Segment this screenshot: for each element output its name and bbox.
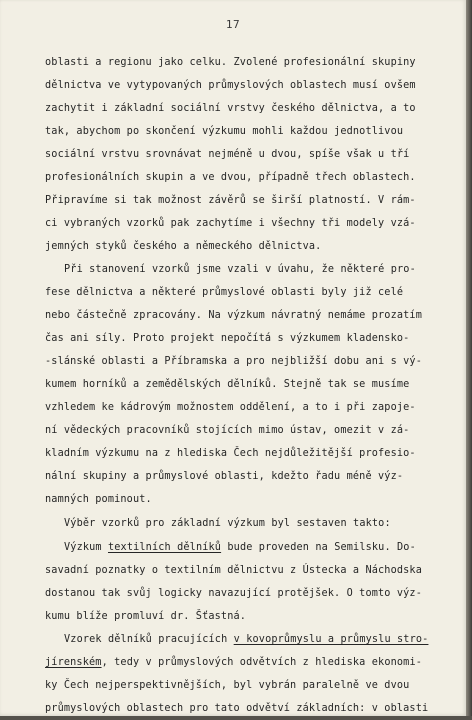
- text-run: kumem horníků a zemědělských dělníků. Stejně tak se musíme: [45, 379, 410, 390]
- text-run: oblasti a regionu jako celku. Zvolené profesionální skupiny: [45, 57, 416, 68]
- text-line: [45, 493, 152, 507]
- text-line: [64, 517, 391, 531]
- text-run: dostanou tak svůj logicky navazující protějšek. O tomto výz-: [45, 588, 423, 599]
- text-run: ky Čech nejperspektivnějších, byl vybrán paralelně ve dvou: [45, 680, 410, 691]
- text-run: vzhledem ke kádrovým možnostem oddělení, a to i při zapoje-: [45, 402, 416, 413]
- text-run: kumu blíže promluví dr. Šťastná.: [45, 611, 247, 622]
- text-line: [64, 263, 416, 277]
- text-line: [45, 125, 403, 139]
- text-run: ní vědeckých pracovníků stojících mimo ústav, omezit v zá-: [45, 425, 410, 436]
- page-edge-shadow-bottom: [0, 716, 472, 720]
- text-run: Při stanovení vzorků jsme vzali v úvahu, že některé pro-: [64, 264, 416, 275]
- text-line: [45, 171, 416, 185]
- text-line: [45, 355, 422, 369]
- text-line: [45, 424, 409, 438]
- text-run: nální skupiny a průmyslové oblasti, kdežto řadu méně výz-: [45, 471, 404, 482]
- text-line: [45, 564, 422, 578]
- text-run: jemných styků českého a německého dělnictva.: [45, 241, 322, 252]
- text-line: [64, 633, 428, 647]
- text-run: , tedy v průmyslových odvětvích z hlediska ekonomi-: [101, 657, 423, 668]
- underlined-phrase: v kovoprůmyslu a průmyslu stro-: [233, 634, 429, 645]
- text-run: Výběr vzorků pro základní výzkum byl sestaven takto:: [64, 518, 391, 529]
- text-line: [45, 656, 422, 670]
- text-run: zachytit i základní sociální vrstvy českého dělnictva, a to: [45, 103, 416, 114]
- text-line: [45, 378, 409, 392]
- text-line: [45, 702, 428, 716]
- text-run: průmyslových oblastech pro tato odvětví základních: v oblasti: [45, 703, 429, 714]
- text-line: [45, 470, 403, 484]
- text-line: [45, 610, 246, 624]
- underlined-phrase: textilních dělníků: [107, 542, 222, 553]
- text-run: Vzorek dělníků pracujících: [64, 634, 234, 645]
- text-run: savadní poznatky o textilním dělnictvu z Ústecka a Náchodska: [45, 565, 423, 576]
- page-number: 17: [225, 18, 241, 31]
- text-line: [45, 56, 416, 70]
- page-edge-shadow-right: [466, 0, 472, 720]
- text-run: tak, abychom po skončení výzkumu mohli každou jednotlivou: [45, 126, 404, 137]
- text-line: [45, 401, 416, 415]
- text-line: [45, 194, 416, 208]
- text-run: čas ani síly. Proto projekt nepočítá s výzkumem kladensko-: [45, 333, 410, 344]
- text-line: [45, 447, 416, 461]
- text-line: [45, 217, 416, 231]
- text-line: [45, 587, 422, 601]
- text-run: Výzkum: [64, 542, 108, 553]
- text-run: kladním výzkumu na z hlediska Čech nejdůležitější profesio-: [45, 448, 416, 459]
- text-run: profesionálních skupin a ve dvou, případně třech oblastech.: [45, 172, 416, 183]
- underlined-phrase: jírenském: [45, 657, 102, 668]
- text-run: bude proveden na Semilsku. Do-: [221, 542, 416, 553]
- text-run: ci vybraných vzorků pak zachytíme i všechny tři modely vzá-: [45, 218, 416, 229]
- text-line: [64, 541, 416, 555]
- text-line: [45, 148, 409, 162]
- text-line: [45, 309, 422, 323]
- text-run: nebo částečně zpracovány. Na výzkum návratný nemáme prozatím: [45, 310, 423, 321]
- text-run: sociální vrstvu srovnávat nejméně u dvou, spíše však u tří: [45, 149, 410, 160]
- text-run: fese dělnictva a některé průmyslové oblasti byly již celé: [45, 287, 404, 298]
- text-line: [45, 332, 409, 346]
- text-line: [45, 102, 416, 116]
- text-line: [45, 286, 403, 300]
- text-run: Připravíme si tak možnost závěrů se širší platností. V rám-: [45, 195, 416, 206]
- text-run: namných pominout.: [45, 494, 152, 505]
- text-run: -slánské oblasti a Příbramska a pro nejbližší dobu ani s vý-: [45, 356, 423, 367]
- text-run: dělnictva ve vytypovaných průmyslových oblastech musí ovšem: [45, 80, 416, 91]
- text-line: [45, 240, 321, 254]
- text-line: [45, 79, 416, 93]
- text-line: [45, 679, 409, 693]
